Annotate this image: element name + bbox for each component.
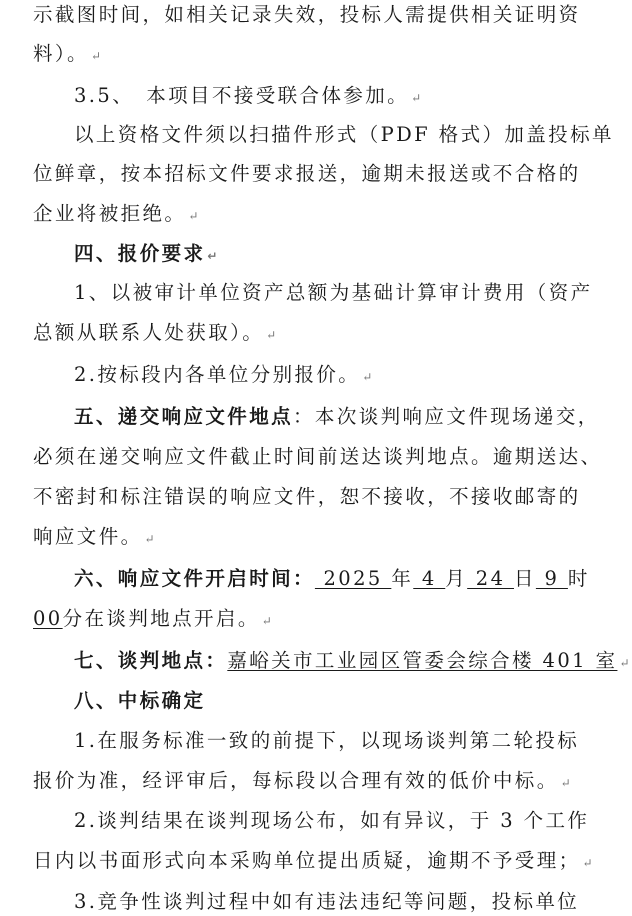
paragraph-mark-icon: ↵	[411, 91, 422, 105]
body-line: 1.在服务标准一致的前提下，以现场谈判第二轮投标	[74, 729, 580, 752]
section-heading: 五、递交响应文件地点	[74, 405, 294, 428]
body-line: 响应文件。 ↵	[33, 525, 155, 548]
body-line	[74, 648, 630, 676]
body-line: 料）。 ↵	[33, 42, 102, 65]
paragraph-mark-icon: ↵	[207, 249, 218, 263]
body-line: 六、响应文件开启时间： 2025 年 4 月 24 日 9 时	[74, 567, 590, 590]
body-line: 2.谈判结果在谈判现场公布，如有异议，于 3 个工作	[74, 809, 590, 832]
paragraph-mark-icon: ↵	[362, 370, 373, 384]
body-line: 3.5、 本项目不接受联合体参加。 ↵	[74, 84, 422, 107]
body-line: 五、递交响应文件地点：本次谈判响应文件现场递交，	[74, 405, 600, 428]
paragraph-mark-icon: ↵	[188, 209, 199, 223]
section-heading: 四、报价要求 ↵	[74, 242, 218, 265]
section-heading: 八、中标确定	[74, 689, 206, 712]
paragraph-mark-icon: ↵	[560, 776, 571, 790]
body-line: 00分在谈判地点开启。 ↵	[33, 607, 272, 630]
section-heading: 六、响应文件开启时间：	[74, 567, 315, 590]
body-line: 2.按标段内各单位分别报价。 ↵	[74, 363, 373, 386]
body-line: 位鲜章，按本招标文件要求报送，逾期未报送或不合格的	[33, 162, 581, 185]
year-value: 2025	[314, 567, 392, 590]
day-value: 24	[467, 567, 514, 590]
body-line: 3.竞争性谈判过程中如有违法违纪等问题，投标单位	[74, 890, 580, 913]
paragraph-mark-icon: ↵	[261, 614, 272, 628]
body-line: 企业将被拒绝。 ↵	[33, 202, 199, 225]
body-line: 1、以被审计单位资产总额为基础计算审计费用（资产	[74, 281, 593, 304]
month-value: 4	[413, 567, 446, 590]
minute-value: 00	[33, 607, 63, 630]
hour-value: 9	[535, 567, 568, 590]
body-line: 必须在递交响应文件截止时间前送达谈判地点。逾期送达、	[33, 445, 603, 468]
location-value: 嘉峪关市工业园区管委会综合楼 401 室	[227, 649, 618, 672]
body-line: 以上资格文件须以扫描件形式（PDF 格式）加盖投标单	[74, 123, 614, 146]
section-heading: 七、谈判地点：	[74, 649, 228, 672]
body-line: 报价为准，经评审后，每标段以合理有效的低价中标。 ↵	[33, 769, 571, 792]
paragraph-mark-icon: ↵	[619, 656, 630, 670]
body-line: 日内以书面形式向本采购单位提出质疑，逾期不予受理； ↵	[33, 849, 593, 872]
body-line: 示截图时间，如相关记录失效，投标人需提供相关证明资	[33, 3, 581, 26]
body-line: 总额从联系人处获取）。 ↵	[33, 321, 277, 344]
paragraph-mark-icon: ↵	[582, 856, 593, 870]
paragraph-mark-icon: ↵	[266, 328, 277, 342]
paragraph-mark-icon: ↵	[90, 49, 102, 63]
paragraph-mark-icon: ↵	[144, 532, 155, 546]
body-line: 不密封和标注错误的响应文件，恕不接收，不接收邮寄的	[33, 485, 581, 508]
